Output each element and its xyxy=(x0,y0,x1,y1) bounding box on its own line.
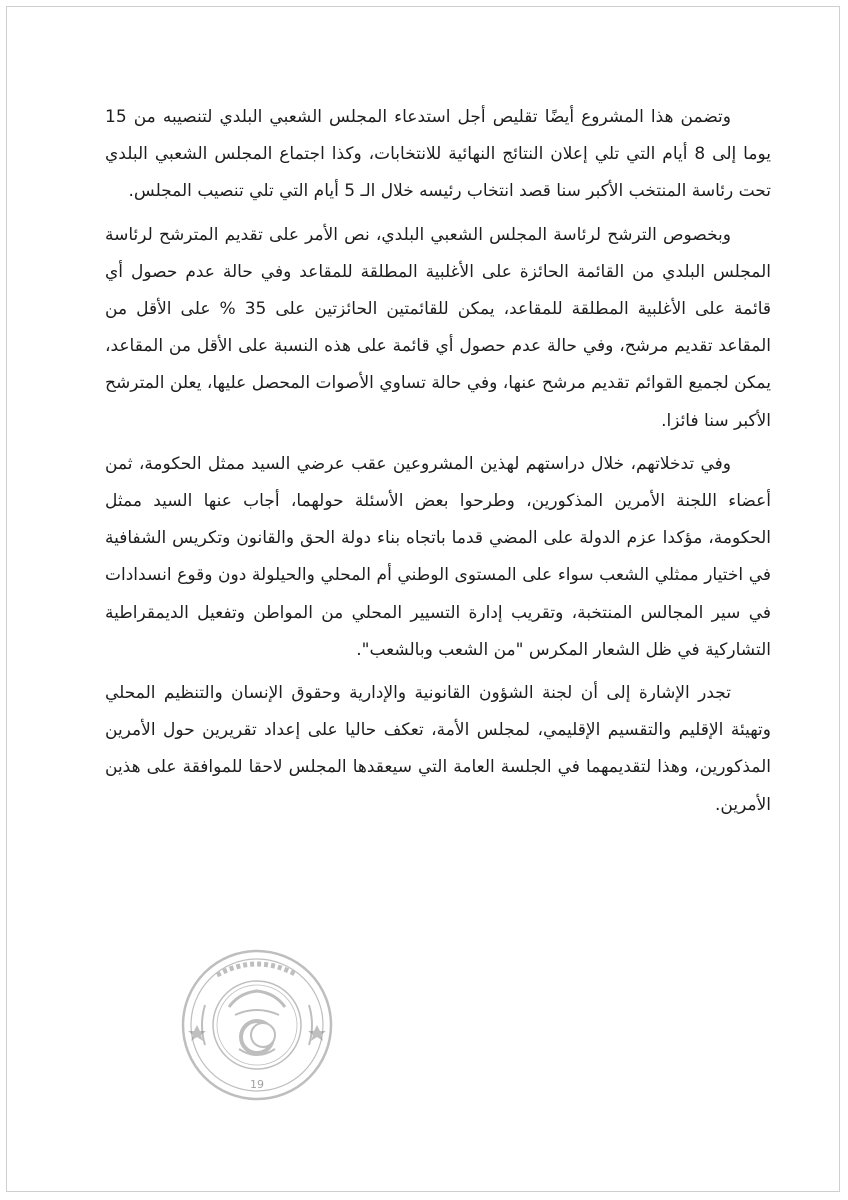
paragraph-4: تجدر الإشارة إلى أن لجنة الشؤون القانونية والإدارية وحقوق الإنسان والتنظيم المحلي وتهيئة الإقليم والتقسيم الإقليمي، لمجلس الأمة، تعكف حاليا على إعداد تقريرين حول الأمرين المذكورين، وهذا لتقديمهما في الجلسة العامة التي سيعقدها المجلس لاحقا للموافقة على هذين الأمرين. xyxy=(105,683,771,815)
paragraph-1: وتضمن هذا المشروع أيضًا تقليص أجل استدعاء المجلس الشعبي البلدي لتنصيبه من 15 يوما إلى 8 أيام التي تلي إعلان النتائج النهائية للانتخابات، وكذا اجتماع المجلس الشعبي البلدي تحت رئاسة المنتخب الأكبر سنا قصد انتخاب رئيسه خلال الـ 5 أيام التي تلي تنصيب المجلس. xyxy=(105,107,771,202)
document-body xyxy=(105,99,771,830)
paragraph-2: وبخصوص الترشح لرئاسة المجلس الشعبي البلدي، نص الأمر على تقديم المترشح لرئاسة المجلس البلدي من القائمة الحائزة على الأغلبية المطلقة للمقاعد وفي حالة عدم حصول أي قائمة على الأغلبية المطلقة للمقاعد، يمكن للقائمتين الحائزتين على 35 % على الأقل من المقاعد تقديم مرشح، وفي حالة عدم حصول أي قائمة على هذه النسبة على الأقل من المقاعد، يمكن لجميع القوائم تقديم مرشح عنها، وفي حالة تساوي الأصوات المحصل عليها، يعلن المترشح الأكبر سنا فائزا. xyxy=(105,224,772,431)
seal-number: 19 xyxy=(250,1078,264,1091)
document-page xyxy=(6,6,840,1192)
official-seal-stamp xyxy=(177,945,337,1105)
paragraph-3: وفي تدخلاتهم، خلال دراستهم لهذين المشروعين عقب عرضي السيد ممثل الحكومة، ثمن أعضاء اللجنة الأمرين المذكورين، وطرحوا بعض الأسئلة حولهما، أجاب عنها السيد ممثل الحكومة، مؤكدا عزم الدولة على المضي قدما باتجاه بناء دولة الحق والقانون وتكريس الشفافية في اختيار ممثلي الشعب سواء على المستوى الوطني أم المحلي والحيلولة دون وقوع انسدادات في سير المجالس المنتخبة، وتقريب إدارة التسيير المحلي من المواطن وتفعيل الديمقراطية التشاركية في ظل الشعار المكرس "من الشعب وبالشعب". xyxy=(105,453,771,660)
